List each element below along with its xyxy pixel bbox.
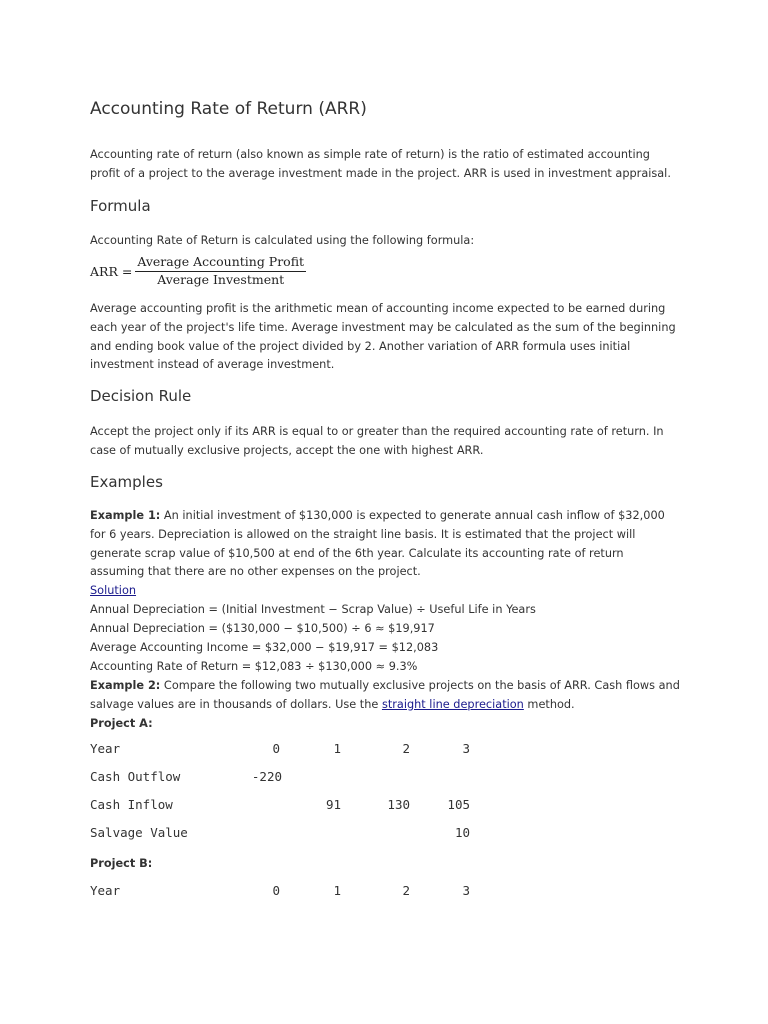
formula-fraction	[135, 254, 306, 288]
formula-heading: Formula	[90, 197, 151, 215]
example-1-label: Example 1:	[90, 509, 161, 522]
example-2-text: Compare the following two mutually exclusive projects on the basis of ARR. Cash flows and salvage values are in thousands of dollars. Use the	[90, 679, 680, 711]
cell-inflow-3: 105	[447, 797, 470, 812]
cell-inflow-1: 91	[325, 797, 341, 812]
decision-heading: Decision Rule	[90, 387, 192, 405]
formula-lhs: ARR =	[90, 263, 133, 279]
cell-year-0: 0	[272, 741, 280, 756]
project-b-label-text: Project B:	[90, 857, 153, 870]
solution-label: Solution	[90, 584, 137, 597]
example-2-text-end: method.	[523, 697, 575, 711]
arr-formula	[90, 254, 306, 288]
examples-heading: Examples	[90, 473, 163, 491]
formula-lead: Accounting Rate of Return is calculated using the following formula:	[90, 234, 475, 247]
project-a-row-cash-outflow	[90, 769, 530, 787]
formula-explanation: Average accounting profit is the arithmetic mean of accounting income expected to be earned during each year of the project's life time. Average investment may be calculated as the sum of the beginning and ending book value of the project divided by 2. Another variation of ARR formula uses initial investment instead of average investment.	[90, 302, 676, 372]
example-1	[90, 507, 680, 582]
cell-salvage-3: 10	[454, 825, 470, 840]
row-label: Salvage Value	[90, 825, 188, 840]
intro-paragraph: Accounting rate of return (also known as simple rate of return) is the ratio of estimated accounting profit of a project to the average investment made in the project. ARR is used in investment appraisal.	[90, 148, 671, 180]
row-label: Year	[90, 741, 121, 756]
formula-numerator: Average Accounting Profit	[135, 254, 306, 272]
row-label: Cash Inflow	[90, 797, 173, 812]
solution-line: Average Accounting Income = $32,000 − $19,917 = $12,083	[90, 641, 439, 654]
project-a-row-cash-inflow	[90, 797, 530, 815]
cell-outflow-0: -220	[251, 769, 282, 784]
cell-year-1: 1	[333, 741, 341, 756]
decision-paragraph: Accept the project only if its ARR is equal to or greater than the required accounting rate of return. In case of mutually exclusive projects, accept the one with highest ARR.	[90, 425, 664, 457]
formula-denominator: Average Investment	[157, 272, 285, 287]
example-2	[90, 677, 680, 715]
solution-line: Annual Depreciation = ($130,000 − $10,500) ÷ 6 ≈ $19,917	[90, 622, 435, 635]
cell-year-3: 3	[462, 883, 470, 898]
example-1-text: An initial investment of $130,000 is expected to generate annual cash inflow of $32,000 for 6 years. Depreciation is allowed on the straight line basis. It is estimated that the project will generate scrap value of $10,500 at end of the 6th year. Calculate its accounting rate of return assuming that there are no other expenses on the project.	[90, 509, 665, 579]
cell-inflow-2: 130	[387, 797, 410, 812]
project-a-label-text: Project A:	[90, 717, 153, 730]
project-a-row-salvage-value	[90, 825, 530, 843]
solution-line: Accounting Rate of Return = $12,083 ÷ $130,000 ≈ 9.3%	[90, 660, 418, 673]
project-a-label	[90, 715, 153, 734]
page-title: Accounting Rate of Return (ARR)	[90, 99, 367, 119]
cell-year-2: 2	[402, 883, 410, 898]
cell-year-3: 3	[462, 741, 470, 756]
row-label: Year	[90, 883, 121, 898]
project-a-row-year	[90, 741, 530, 759]
project-b-label	[90, 855, 152, 874]
row-label: Cash Outflow	[90, 769, 181, 784]
solution-line: Annual Depreciation = (Initial Investment − Scrap Value) ÷ Useful Life in Years	[90, 603, 536, 616]
cell-year-1: 1	[333, 883, 341, 898]
cell-year-0: 0	[272, 883, 280, 898]
example-2-label: Example 2:	[90, 679, 161, 692]
cell-year-2: 2	[402, 741, 410, 756]
project-b-row-year	[90, 883, 530, 901]
straight-line-depreciation-link[interactable]: straight line depreciation	[381, 697, 524, 711]
